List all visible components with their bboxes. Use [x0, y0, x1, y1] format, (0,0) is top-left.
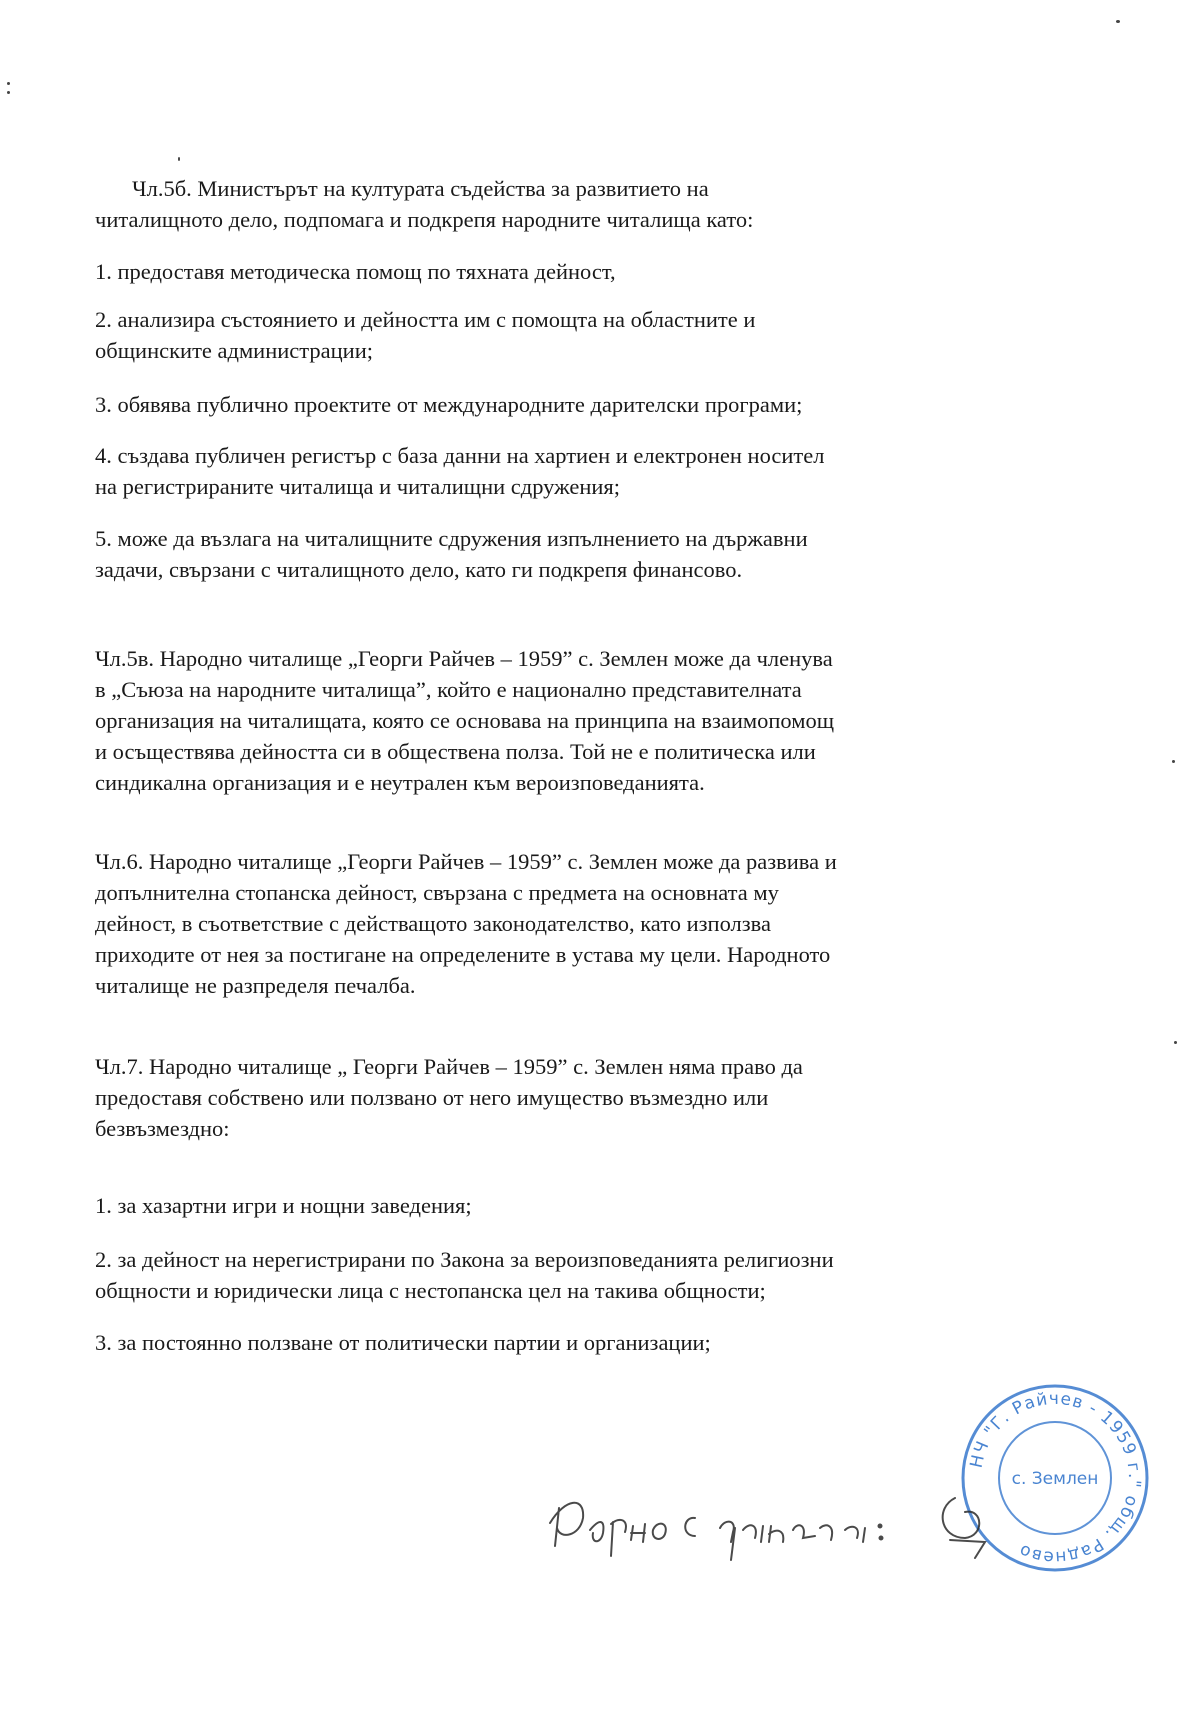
text-line: дейност, в съответствие с действащото законодателство, като използва — [95, 911, 771, 936]
article-5b-item-5 — [95, 523, 1095, 585]
scan-speck — [1174, 1041, 1177, 1044]
text-line: 2. анализира състоянието и дейността им с помощта на областните и — [95, 307, 756, 332]
text-line: безвъзмездно: — [95, 1116, 230, 1141]
text-line: Чл.5в. Народно читалище „Георги Райчев – 1959” с. Землен може да членува — [95, 646, 833, 671]
text-line: синдикална организация и е неутрален към вероизповеданията. — [95, 770, 705, 795]
article-7 — [95, 1051, 1095, 1144]
article-7-item-2 — [95, 1244, 1095, 1306]
text-line: 1. за хазартни игри и нощни заведения; — [95, 1193, 472, 1218]
article-5b-item-1 — [95, 256, 1095, 287]
article-5b-intro — [95, 173, 1095, 235]
scan-speck — [7, 82, 10, 85]
text-line: 4. създава публичен регистър с база данни на хартиен и електронен носител — [95, 443, 825, 468]
svg-text:НЧ "Г. Райчев - 1959 г." общ.: НЧ "Г. Райчев - 1959 г." общ. Раднево — [966, 1388, 1145, 1568]
article-7-item-1 — [95, 1190, 1095, 1221]
text-line: 2. за дейност на нерегистрирани по Закона за вероизповеданията религиозни — [95, 1247, 834, 1272]
text-line: Чл.6. Народно читалище „Георги Райчев – 1959” с. Землен може да развива и — [95, 849, 837, 874]
text-line: 5. може да възлага на читалищните сдружения изпълнението на държавни — [95, 526, 808, 551]
svg-text:с. Землен: с. Землен — [1011, 1469, 1099, 1489]
text-line: задачи, свързани с читалищното дело, като ги подкрепя финансово. — [95, 557, 743, 582]
text-line: 3. обявява публично проектите от международните дарителски програми; — [95, 392, 803, 417]
text-line: допълнителна стопанска дейност, свързана с предмета на основната му — [95, 880, 779, 905]
scan-speck — [7, 91, 10, 94]
text-line: Чл.5б. Министърът на културата съдейства за развитието на — [132, 176, 709, 201]
scan-speck — [178, 157, 180, 161]
article-5b-item-2 — [95, 304, 1095, 366]
article-7-item-3 — [95, 1327, 1095, 1358]
text-line: приходите от нея за постигане на определените в устава му цели. Народното — [95, 942, 831, 967]
article-5b-item-3 — [95, 389, 1095, 420]
article-5v — [95, 643, 1095, 798]
article-6 — [95, 846, 1095, 1001]
scan-speck — [1172, 760, 1175, 763]
text-line: в „Съюза на народните читалища”, който е национално представителната — [95, 677, 802, 702]
text-line: читалище не разпределя печалба. — [95, 973, 416, 998]
text-line: читалищното дело, подпомага и подкрепя народните читалища като: — [95, 207, 754, 232]
text-line: и осъществява дейността си в обществена полза. Той не е политическа или — [95, 739, 816, 764]
scan-speck — [1116, 20, 1120, 23]
text-line: организация на читалищата, която се основава на принципа на взаимопомощ — [95, 708, 835, 733]
text-line: на регистрираните читалища и читалищни сдружения; — [95, 474, 621, 499]
text-line: предоставя собствено или ползвано от него имущество възмездно или — [95, 1085, 769, 1110]
text-line: общинските администрации; — [95, 338, 374, 363]
article-5b-item-4 — [95, 440, 1095, 502]
handwritten-note — [545, 1478, 1005, 1583]
text-line: 1. предоставя методическа помощ по тяхната дейност, — [95, 259, 616, 284]
text-line: Чл.7. Народно читалище „ Георги Райчев – 1959” с. Землен няма право да — [95, 1054, 803, 1079]
text-line: общности и юридически лица с нестопанска цел на такива общности; — [95, 1278, 766, 1303]
text-line: 3. за постоянно ползване от политически партии и организации; — [95, 1330, 711, 1355]
